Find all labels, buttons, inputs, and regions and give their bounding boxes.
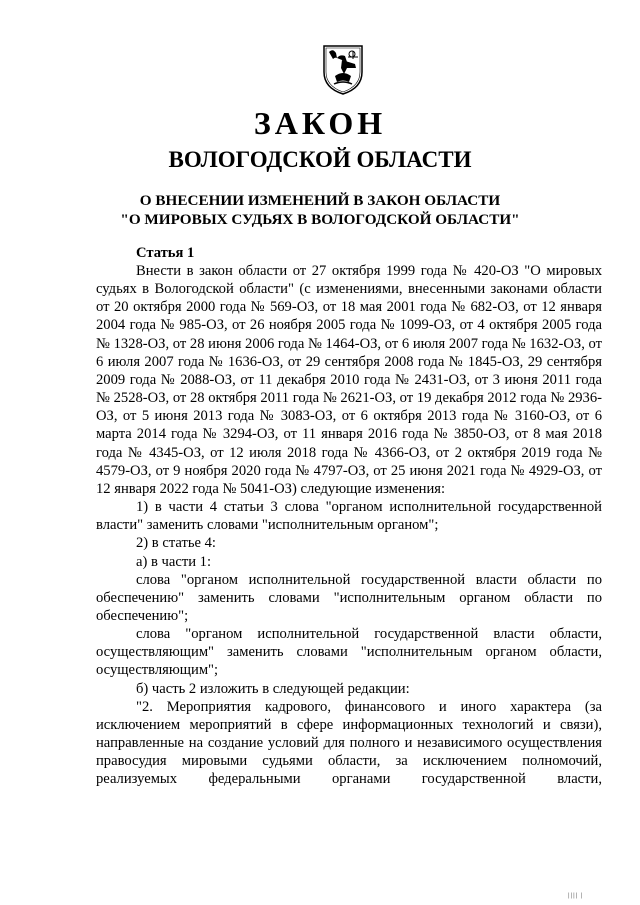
footer-mark: |||| | bbox=[568, 893, 584, 899]
paragraph: слова "органом исполнительной государственной власти области по обеспечению" заменить словами "исполнительным органом области по обеспечению"; bbox=[96, 571, 602, 624]
region-heading: ВОЛОГОДСКОЙ ОБЛАСТИ bbox=[168, 147, 472, 172]
paragraph: слова "органом исполнительной государственной власти области, осуществляющим" заменить словами "исполнительным органом области, осуществляющим"; bbox=[96, 626, 602, 679]
paragraph: а) в части 1: bbox=[136, 553, 212, 570]
article-body bbox=[96, 262, 602, 789]
paragraph: 2) в статье 4: bbox=[136, 535, 216, 552]
document-title-line: "О МИРОВЫХ СУДЬЯХ В ВОЛОГОДСКОЙ ОБЛАСТИ" bbox=[120, 211, 520, 228]
paragraph: Внести в закон области от 27 октября 1999 года № 420-ОЗ "О мировых судьях в Вологодской области" (с изменениями, внесенными законами области от 20 октября 2000 года № 569-ОЗ, от 18 мая 2001 года № 682-ОЗ, от 12 января 2004 года № 985-ОЗ, от 26 ноября 2005 года № 1099-ОЗ, от 4 октября 2005 года № 1328-ОЗ, от 28 июня 2006 года № 1464-ОЗ, от 6 июля 2007 года № 1632-ОЗ, от 6 июля 2007 года № 1636-ОЗ, от 29 сентября 2008 года № 1845-ОЗ, 29 сентября 2009 года № 2088-ОЗ, от 11 декабря 2010 года № 2431-ОЗ, от 3 июня 2011 года № 2528-ОЗ, от 28 октября 2011 года № 2621-ОЗ, от 19 декабря 2012 года № 2936-ОЗ, от 5 июня 2013 года № 3083-ОЗ, от 6 октября 2013 года № 3160-ОЗ, от 6 марта 2014 года № 3294-ОЗ, от 11 января 2016 года № 3850-ОЗ, от 8 мая 2018 года № 4345-ОЗ, от 12 июля 2018 года № 4366-ОЗ, от 2 октября 2019 года № 4579-ОЗ, от 9 ноября 2020 года № 4797-ОЗ, от 25 июня 2021 года № 4929-ОЗ, от 12 января 2022 года № 5041-ОЗ) следующие изменения: bbox=[96, 263, 602, 497]
coat-of-arms-icon bbox=[322, 44, 364, 96]
document-title bbox=[0, 191, 640, 229]
paragraph: б) часть 2 изложить в следующей редакции: bbox=[136, 680, 410, 697]
document-type-heading: ЗАКОН bbox=[253, 105, 387, 141]
paragraph: 1) в части 4 статьи 3 слова "органом исполнительной государственной власти" заменить словами "исполнительным органом"; bbox=[96, 499, 602, 534]
document-title-line: О ВНЕСЕНИИ ИЗМЕНЕНИЙ В ЗАКОН ОБЛАСТИ bbox=[139, 192, 501, 209]
article-heading: Статья 1 bbox=[136, 245, 195, 261]
paragraph: "2. Мероприятия кадрового, финансового и иного характера (за исключением мероприятий в сфере информационных технологий и связи), направленные на создание условий для полного и независимого осуществления правосудия мировыми судьями области, за исключением полномочий, реализуемых федеральными органами государственной власти, bbox=[96, 698, 602, 788]
